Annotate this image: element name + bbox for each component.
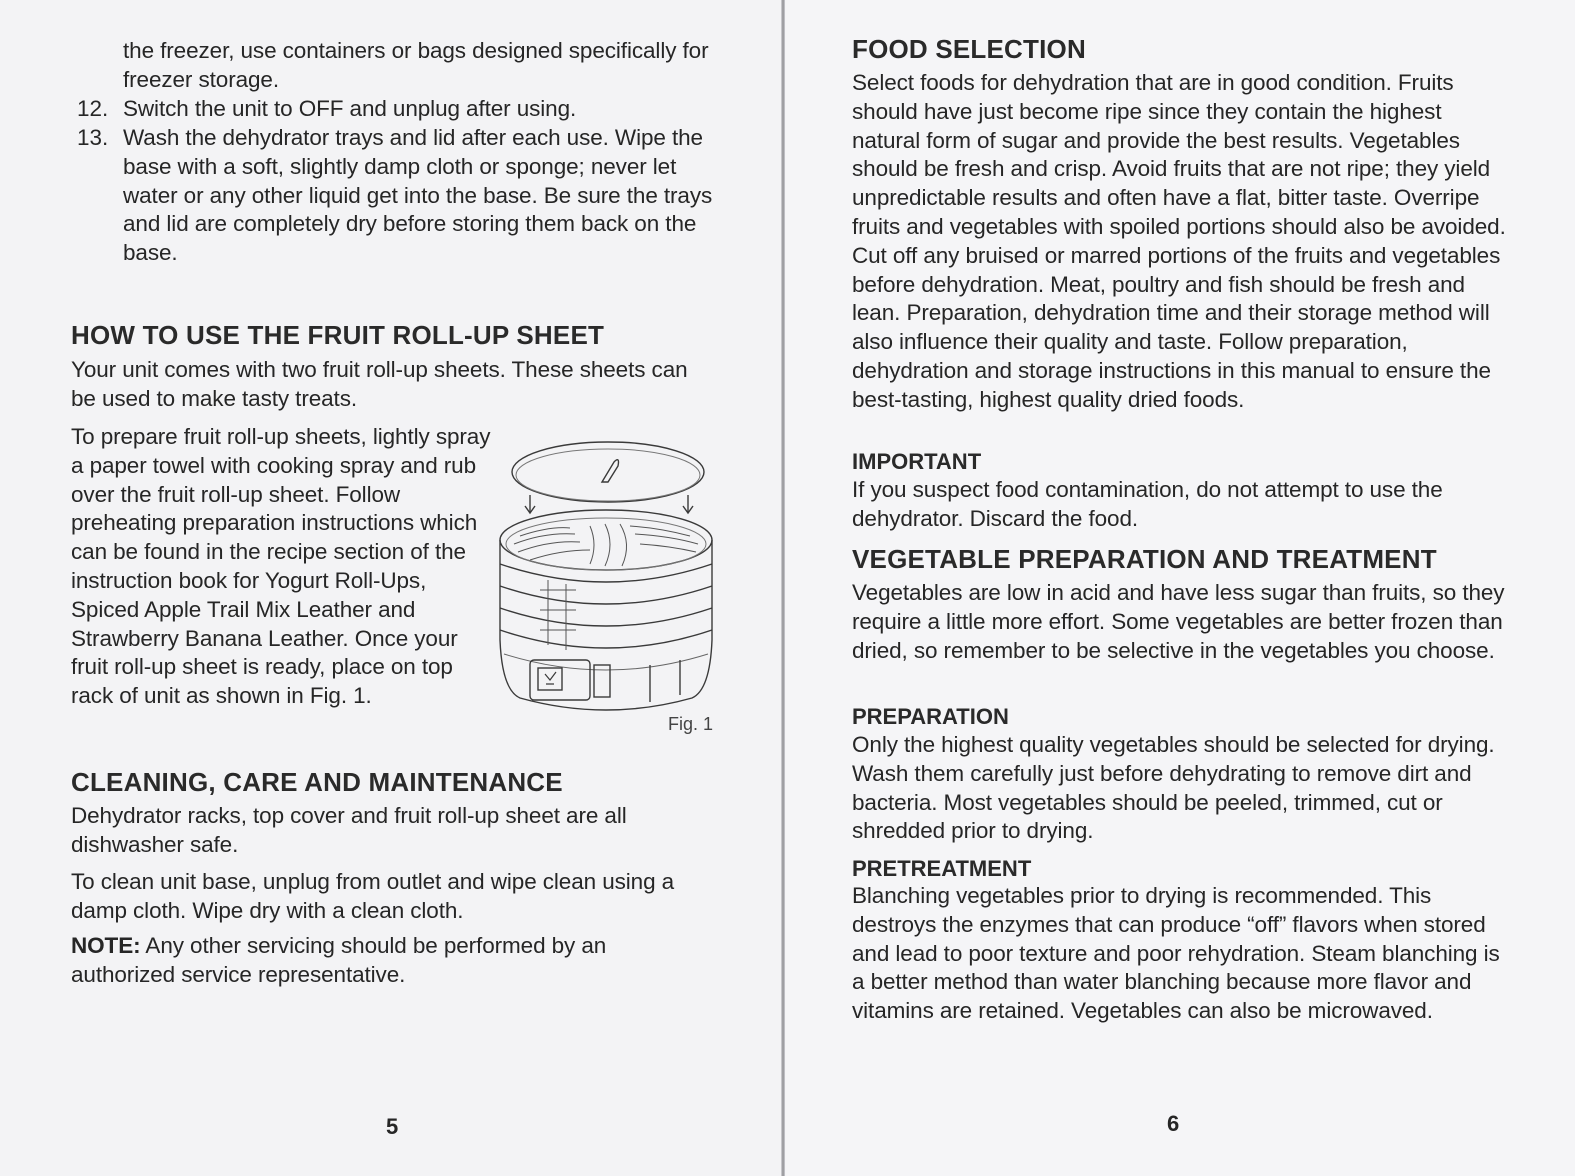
fig-1-caption: Fig. 1 [668, 714, 714, 734]
cleaning-para-1: Dehydrator racks, top cover and fruit roll-up sheet are all dishwasher safe. [71, 803, 627, 857]
book-spine [781, 0, 785, 1176]
vegetable-heading: VEGETABLE PREPARATION AND TREATMENT [852, 544, 1437, 574]
note-label: NOTE: [71, 933, 141, 958]
important-text: If you suspect food contamination, do not attempt to use the dehydrator. Discard the food. [852, 477, 1443, 531]
preparation-heading: PREPARATION [852, 704, 1009, 729]
important-heading: IMPORTANT [852, 449, 982, 474]
cleaning-heading: CLEANING, CARE AND MAINTENANCE [71, 767, 563, 797]
freezer-continued-text: the freezer, use containers or bags designed specifically for freezer storage. [123, 38, 709, 92]
dehydrator-illustration [490, 440, 725, 715]
food-selection-heading: FOOD SELECTION [852, 34, 1086, 64]
cleaning-para-2: To clean unit base, unplug from outlet and wipe clean using a damp cloth. Wipe dry with a clean cloth. [71, 869, 675, 923]
rollup-instructions: To prepare fruit roll-up sheets, lightly spray a paper towel with cooking spray and rub over the fruit roll-up sheet. Follow preheating preparation instructions which can be found in the recipe section of the instruction book for Yogurt Roll-Ups, Spiced Apple Trail Mix Leather and Strawberry Banana Leather. Once your fruit roll-up sheet is ready, place on top rack of unit as shown in Fig. 1. [71, 424, 491, 709]
note-text: Any other servicing should be performed by an authorized service representative. [71, 933, 607, 987]
rollup-intro: Your unit comes with two fruit roll-up sheets. These sheets can be used to make tasty treats. [71, 357, 688, 411]
pretreatment-text: Blanching vegetables prior to drying is recommended. This destroys the enzymes that can produce “off” flavors when stored and lead to poor texture and poor rehydration. Steam blanching is a better method than water blanching because more flavor and vitamins are retained. Vegetables can also be microwaved. [852, 883, 1500, 1024]
cleaning-note [71, 932, 711, 990]
step-13-number: 13. [77, 125, 109, 150]
left-page [0, 0, 784, 1176]
step-12-number: 12. [77, 96, 109, 121]
page-number-left: 5 [386, 1114, 399, 1139]
vegetable-text: Vegetables are low in acid and have less sugar than fruits, so they require a little more effort. Some vegetables are better frozen than dried, so remember to be selective in the vegetables you choose. [852, 580, 1505, 663]
step-13-text: Wash the dehydrator trays and lid after each use. Wipe the base with a soft, slightly damp cloth or sponge; never let water or any other liquid get into the base. Be sure the trays and lid are completely dry before storing them back on the base. [123, 125, 713, 266]
food-selection-text: Select foods for dehydration that are in good condition. Fruits should have just become ripe since they contain the highest natural form of sugar and provide the best results. Vegetables should be fresh and crisp. Avoid fruits that are not ripe; they yield unpredictable results and often have a flat, bitter taste. Overripe fruits and vegetables with spoiled portions should also be avoided. Cut off any bruised or marred portions of the fruits and vegetables before dehydration. Meat, poultry and fish should be fresh and lean. Preparation, dehydration time and their storage method will also influence their quality and taste. Follow preparation, dehydration and storage instructions in this manual to ensure the best-tasting, highest quality dried foods. [852, 70, 1506, 412]
rollup-heading: HOW TO USE THE FRUIT ROLL-UP SHEET [71, 320, 605, 350]
right-page [786, 0, 1575, 1176]
step-12-text: Switch the unit to OFF and unplug after using. [123, 96, 577, 121]
preparation-text: Only the highest quality vegetables should be selected for drying. Wash them carefully just before dehydrating to remove dirt and bacteria. Most vegetables should be peeled, trimmed, cut or shredded prior to drying. [852, 732, 1495, 844]
page-number-right: 6 [1167, 1111, 1180, 1136]
pretreatment-heading: PRETREATMENT [852, 856, 1032, 881]
